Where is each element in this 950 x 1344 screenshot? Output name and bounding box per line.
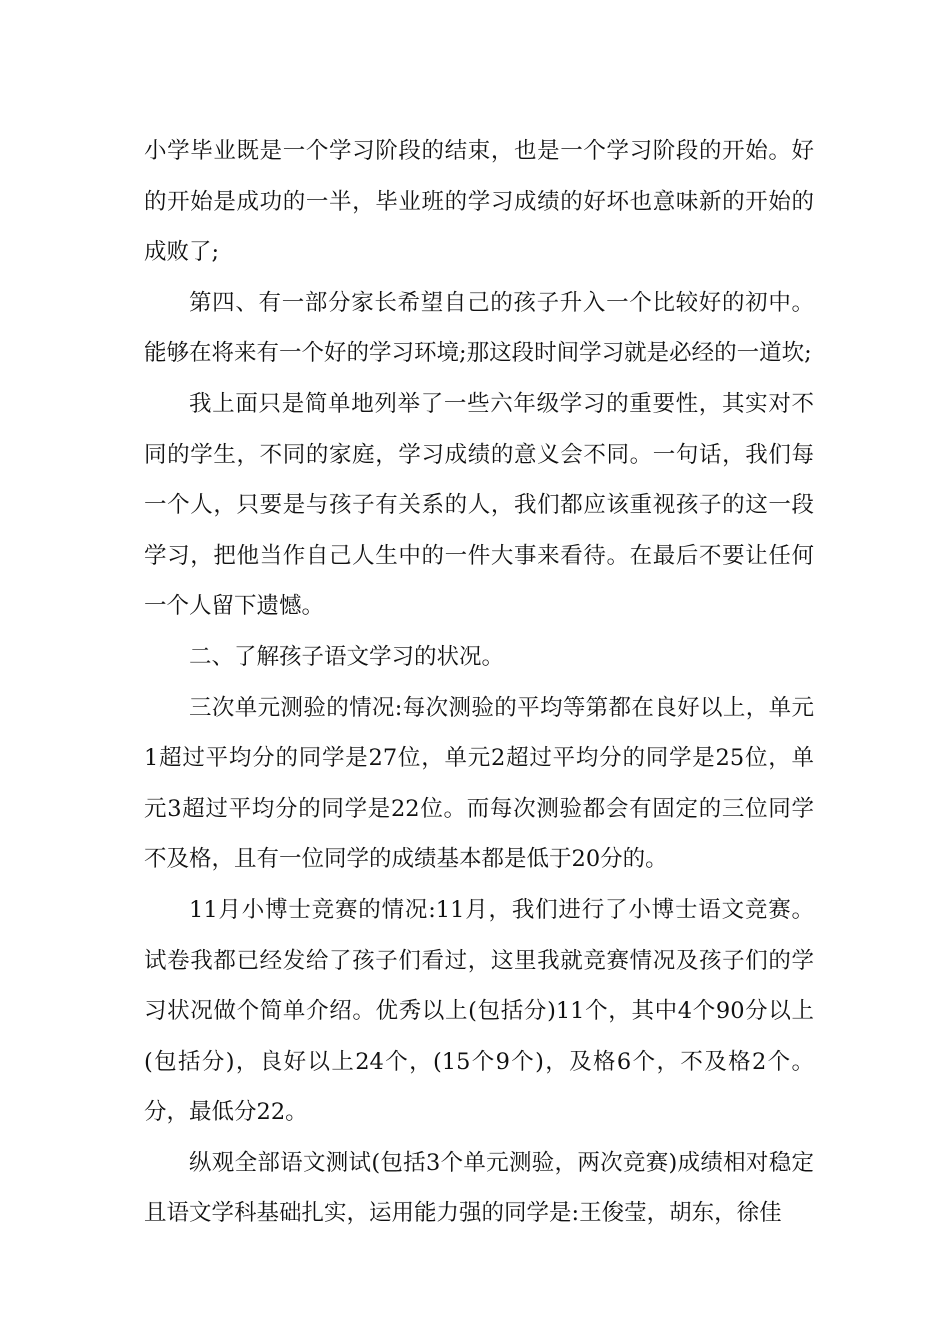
paragraph-unit-tests: 三次单元测验的情况:每次测验的平均等第都在良好以上，单元1超过平均分的同学是27位，单元2超过平均分的同学是25位，单元3超过平均分的同学是22位。而每次测验都会有固定的三位同学不及格，且有一位同学的成绩基本都是低于20分的。 <box>144 694 814 873</box>
paragraph-1: 小学毕业既是一个学习阶段的结束，也是一个学习阶段的开始。好的开始是成功的一半，毕业班的学习成绩的好坏也意味新的开始的成败了; <box>144 138 814 266</box>
section-heading: 二、了解孩子语文学习的状况。 <box>189 643 505 670</box>
body-text <box>144 126 814 1239</box>
paragraph-2: 第四、有一部分家长希望自己的孩子升入一个比较好的初中。能够在将来有一个好的学习环境;那这段时间学习就是必经的一道坎; <box>144 289 814 367</box>
paragraph-3: 我上面只是简单地列举了一些六年级学习的重要性，其实对不同的学生，不同的家庭，学习成绩的意义会不同。一句话，我们每一个人，只要是与孩子有关系的人，我们都应该重视孩子的这一段学习，把他当作自己人生中的一件大事来看待。在最后不要让任何一个人留下遗憾。 <box>144 390 814 620</box>
paragraph-summary: 纵观全部语文测试(包括3个单元测验，两次竞赛)成绩相对稳定且语文学科基础扎实，运用能力强的同学是:王俊莹，胡东，徐佳 <box>144 1149 814 1227</box>
paragraph-competition: 11月小博士竞赛的情况:11月，我们进行了小博士语文竞赛。试卷我都已经发给了孩子们看过，这里我就竞赛情况及孩子们的学习状况做个简单介绍。优秀以上(包括分)11个，其中4个90分以上(包括分)，良好以上24个，(15个9个)，及格6个，不及格2个。分，最低分22。 <box>144 896 814 1126</box>
